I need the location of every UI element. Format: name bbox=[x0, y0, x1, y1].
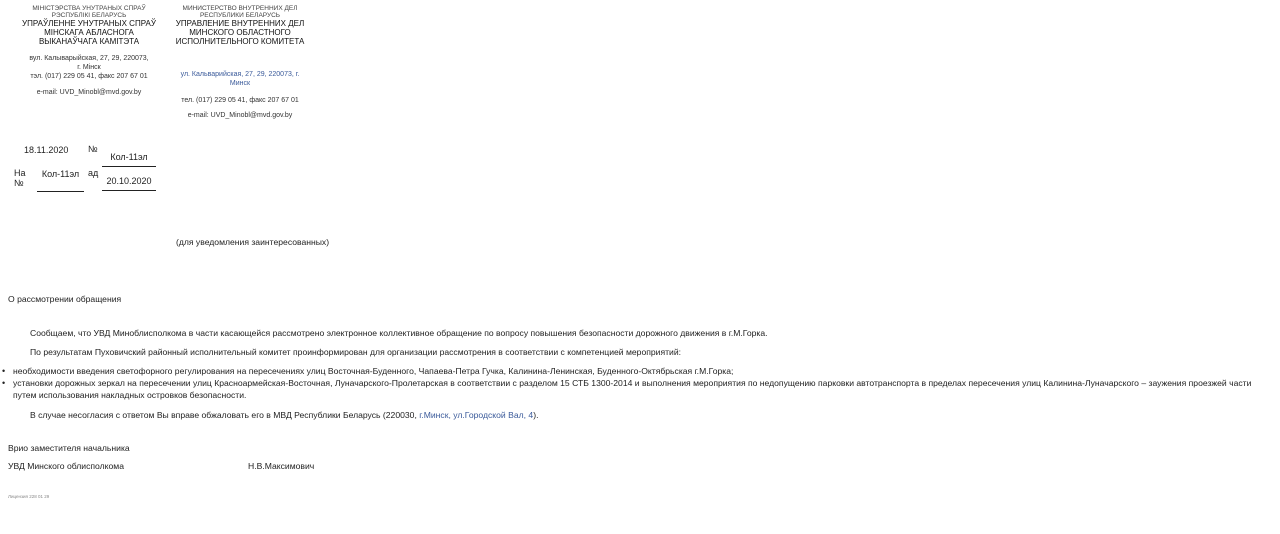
phone-ru: тел. (017) 229 05 41, факс 207 67 01 bbox=[181, 97, 299, 104]
number-label: № bbox=[88, 144, 98, 154]
paragraph-1: Сообщаем, что УВД Миноблисполкома в части касающейся рассмотрено электронное коллективное обращение по вопросу повышения безопасности дорожного движения в г.М.Горка. bbox=[30, 328, 768, 338]
ministry-by: МІНІСТЭРСТВА УНУТРАНЫХ СПРАЎ РЭСПУБЛІКІ БЕЛАРУСЬ bbox=[32, 5, 146, 19]
email-ru: e-mail: UVD_Minobl@mvd.gov.by bbox=[187, 112, 293, 119]
address-ru: ул. Кальварийская, 27, 29, 220073, г. Минск bbox=[180, 71, 300, 87]
signer-position-line2: УВД Минского облисполкома bbox=[8, 461, 124, 471]
org-title-by-3: ВЫКАНАЎЧАГА КАМІТЭТА bbox=[38, 37, 140, 46]
org-title-ru-3: ИСПОЛНИТЕЛЬНОГО КОМИТЕТА bbox=[175, 37, 305, 46]
measures-list bbox=[0, 365, 1270, 401]
org-title-ru-1: УПРАВЛЕНИЕ ВНУТРЕННИХ ДЕЛ bbox=[175, 19, 305, 28]
org-title-by-2: МІНСКАГА АБЛАСНОГА bbox=[44, 28, 134, 37]
reference-label bbox=[14, 168, 26, 188]
paragraph-2: По результатам Пуховичский районный исполнительный комитет проинформирован для организации рассмотрения в соответствии с компетенцией мероприятий: bbox=[30, 347, 682, 357]
appeal-text: В случае несогласия с ответом Вы вправе обжаловать его в МВД Республики Беларусь (220030, bbox=[30, 410, 420, 420]
org-title-by-1: УПРАЎЛЕННЕ УНУТРАНЫХ СПРАЎ bbox=[22, 19, 156, 28]
reference-label-line2: № bbox=[14, 178, 24, 188]
org-title-ru-2: МИНСКОГО ОБЛАСТНОГО bbox=[189, 28, 291, 37]
address-by: вул. Калыварыйская, 27, 29, 220073, г. Мінск bbox=[29, 55, 149, 71]
reference-label-line1: На bbox=[14, 168, 26, 178]
addressee: (для уведомления заинтересованных) bbox=[176, 237, 330, 247]
reference-number: Кол-11эл bbox=[37, 169, 84, 192]
phone-by: тэл. (017) 229 05 41, факс 207 67 01 bbox=[30, 73, 148, 80]
signer-position-line1: Врио заместителя начальника bbox=[8, 443, 130, 453]
subject: О рассмотрении обращения bbox=[8, 294, 122, 304]
list-item: • установки дорожных зеркал на пересечении улиц Красноармейская-Восточная, Луначарского-Пролетарская в соответствии с разделом 15 СТБ 1300-2014 и выполнения мероприятия по недопущению парковки автотранспорта в пределах пересечения улиц Калинина-Луначарского – заужения проезжей части путем использования накладных островков безопасности. bbox=[0, 377, 1270, 401]
reference-date: 20.10.2020 bbox=[102, 176, 156, 191]
appeal-text-end: ). bbox=[533, 410, 539, 420]
header-russian bbox=[165, 5, 315, 120]
appeal-address-link[interactable]: г.Минск, ул.Городской Вал, 4 bbox=[419, 410, 534, 420]
license-footnote: Лицензия 228 01 29 bbox=[8, 494, 50, 499]
appeal-paragraph bbox=[30, 409, 1230, 421]
list-item: • необходимости введения светофорного регулирования на пересечениях улиц Восточная-Буденного, Чапаева-Петра Гучка, Калинина-Ленинская, Буденного-Октябрьская г.М.Горка; bbox=[0, 365, 1270, 377]
document-date: 18.11.2020 bbox=[24, 145, 69, 155]
signer-name: Н.В.Максимович bbox=[248, 461, 315, 471]
ministry-ru: МИНИСТЕРСТВО ВНУТРЕННИХ ДЕЛ РЕСПУБЛИКИ БЕЛАРУСЬ bbox=[182, 5, 298, 19]
email-by: e-mail: UVD_Minobl@mvd.gov.by bbox=[36, 89, 142, 96]
document-number: Кол-11эл bbox=[102, 152, 156, 167]
header-belarusian bbox=[14, 5, 164, 97]
from-label: ад bbox=[88, 168, 99, 178]
